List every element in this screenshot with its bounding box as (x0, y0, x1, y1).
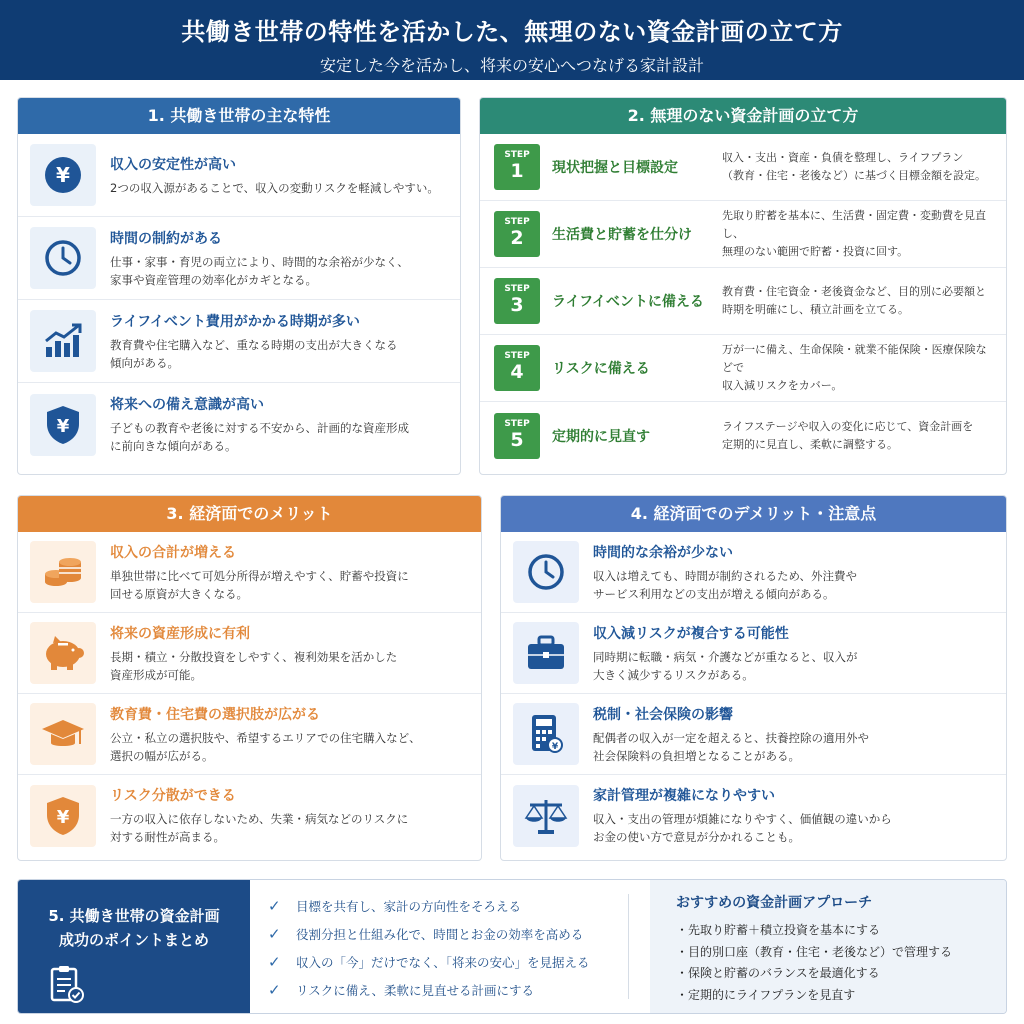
list-item (18, 532, 481, 613)
item-desc: 収入・支出の管理が煩雑になりやすく、価値観の違いから お金の使い方で意見が分かれることも。 (593, 812, 892, 844)
checkmark-icon: ✓ (268, 953, 281, 971)
item-title: 将来の資産形成に有利 (110, 625, 250, 642)
check-item: ✓ 役割分担と仕組み化で、時間とお金の効率を高める (268, 925, 584, 943)
scales-icon (513, 785, 579, 847)
item-desc: 公立・私立の選択肢や、希望するエリアでの住宅購入など、 選択の幅が広がる。 (110, 730, 421, 763)
item-desc: 一方の収入に依存しないため、失業・病気などのリスクに 対する耐性が高まる。 (110, 812, 409, 844)
step-row (480, 201, 1006, 268)
item-desc: 2つの収入源があることで、収入の変動リスクを軽減しやすい。 (110, 180, 439, 195)
page-subtitle: 安定した今を活かし、将来の安心へつなげる家計設計 (319, 56, 704, 75)
step-title: 現状把握と目標設定 (552, 160, 678, 176)
item-desc: 配偶者の収入が一定を超えると、扶養控除の適用外や 社会保険料の負担増となることがある。 (593, 730, 869, 763)
item-title: 家計管理が複雑になりやすい (593, 788, 775, 804)
piggy-bank-icon (30, 622, 96, 684)
section-merits (17, 495, 482, 861)
checklist (268, 892, 613, 1004)
step-desc: ライフステージや収入の変化に応じて、資金計画を 定期的に見直し、柔軟に調整する。 (722, 419, 974, 451)
page-header (0, 0, 1024, 80)
item-desc: 収入は増えても、時間が制約されるため、外注費や サービス利用などの支出が増える傾向がある。 (593, 568, 858, 601)
step-title: リスクに備える (552, 361, 650, 377)
svg-text:¥: ¥ (56, 163, 70, 187)
step-title: 生活費と貯蓄を仕分け (552, 227, 692, 243)
list-item (18, 694, 481, 775)
step-badge: STEP 4 (494, 345, 540, 391)
approach-item: ・定期的にライフプランを見直す (676, 987, 856, 1002)
section-summary (17, 879, 1007, 1014)
section-heading: 3. 経済面でのメリット (18, 496, 481, 532)
summary-title: 5. 共働き世帯の資金計画 成功のポイントまとめ (48, 907, 220, 949)
list-item (18, 775, 481, 856)
step-row (480, 268, 1006, 335)
item-title: 教育費・住宅費の選択肢が広がる (110, 706, 320, 723)
item-desc: 同時期に転職・病気・介護などが重なると、収入が 大きく減少するリスクがある。 (593, 649, 858, 682)
item-title: ライフイベント費用がかかる時期が多い (110, 313, 360, 330)
section-heading: 4. 経済面でのデメリット・注意点 (501, 496, 1006, 532)
item-desc: 子どもの教育や老後に対する不安から、計画的な資産形成 に前向きな傾向がある。 (110, 421, 409, 453)
svg-text:¥: ¥ (56, 415, 70, 437)
approach-item: ・目的別口座（教育・住宅・老後など）で管理する (676, 944, 953, 959)
check-item: ✓ 収入の「今」だけでなく、「将来の安心」を見据える (268, 953, 590, 971)
list-item (18, 134, 460, 217)
item-title: 時間の制約がある (110, 230, 222, 247)
step-badge: STEP 1 (494, 144, 540, 190)
section-heading: 1. 共働き世帯の主な特性 (18, 98, 460, 134)
clock-icon (513, 541, 579, 603)
yen-shield-icon (30, 394, 96, 456)
summary-heading-box (18, 880, 250, 1013)
section-characteristics (17, 97, 461, 475)
step-desc: 万が一に備え、生命保険・就業不能保険・医療保険などで 収入減リスクをカバー。 (722, 343, 987, 392)
step-row (480, 402, 1006, 469)
check-item: ✓ リスクに備え、柔軟に見直せる計画にする (268, 981, 535, 999)
divider (628, 894, 629, 999)
list-item (501, 613, 1006, 694)
step-row (480, 335, 1006, 402)
approach-box (650, 880, 1006, 1013)
clipboard-check-icon (48, 964, 234, 1008)
item-desc: 長期・積立・分散投資をしやすく、複利効果を活かした 資産形成が可能。 (110, 649, 398, 682)
item-title: 収入減リスクが複合する可能性 (593, 625, 789, 642)
checkmark-icon: ✓ (268, 897, 281, 915)
list-item (501, 775, 1006, 856)
approach-item: ・先取り貯蓄＋積立投資を基本にする (676, 923, 881, 937)
section-heading: 2. 無理のない資金計画の立て方 (480, 98, 1006, 134)
item-title: 税制・社会保険の影響 (593, 706, 733, 723)
step-desc: 先取り貯蓄を基本に、生活費・固定費・変動費を見直し、 無理のない範囲で貯蓄・投資に回す。 (722, 209, 986, 258)
approach-item: ・保険と貯蓄のバランスを最適化する (676, 966, 880, 980)
graduation-cap-icon (30, 703, 96, 765)
item-desc: 仕事・家事・育児の両立により、時間的な余裕が少なく、 家事や資産管理の効率化がカギとなる。 (110, 254, 409, 287)
step-title: 定期的に見直す (552, 428, 650, 445)
list-item (501, 694, 1006, 775)
step-badge: STEP 2 (494, 211, 540, 257)
item-title: 収入の安定性が高い (110, 156, 236, 173)
item-title: 時間的な余裕が少ない (593, 544, 733, 561)
list-item (501, 532, 1006, 613)
page-title: 共働き世帯の特性を活かした、無理のない資金計画の立て方 (181, 18, 843, 46)
clock-icon (30, 227, 96, 289)
item-desc: 教育費や住宅購入など、重なる時期の支出が大きくなる 傾向がある。 (110, 337, 398, 370)
list-item (18, 383, 460, 466)
calculator-icon (513, 703, 579, 765)
step-badge: STEP 5 (494, 413, 540, 459)
svg-text:¥: ¥ (56, 806, 70, 828)
step-desc: 教育費・住宅資金・老後資金など、目的別に必要額と 時期を明確にし、積立計画を立てる。 (722, 285, 986, 316)
list-item (18, 613, 481, 694)
item-title: 将来への備え意識が高い (110, 397, 264, 413)
svg-text:¥: ¥ (551, 742, 559, 752)
section-planning-steps (479, 97, 1007, 475)
yen-circle-icon (30, 144, 96, 206)
bar-chart-up-icon (30, 310, 96, 372)
yen-shield-icon (30, 785, 96, 847)
checkmark-icon: ✓ (268, 925, 281, 943)
list-item (18, 217, 460, 300)
item-title: リスク分散ができる (110, 788, 236, 804)
step-title: ライフイベントに備える (552, 294, 704, 310)
briefcase-icon (513, 622, 579, 684)
checkmark-icon: ✓ (268, 981, 281, 999)
step-desc: 収入・支出・資産・負債を整理し、ライフプラン （教育・住宅・老後など）に基づく目標金額を設定。 (722, 151, 986, 182)
step-row (480, 134, 1006, 201)
item-desc: 単独世帯に比べて可処分所得が増えやすく、貯蓄や投資に 回せる原資が大きくなる。 (110, 568, 409, 601)
check-item: ✓ 目標を共有し、家計の方向性をそろえる (268, 897, 522, 915)
item-title: 収入の合計が増える (110, 544, 236, 561)
list-item (18, 300, 460, 383)
step-badge: STEP 3 (494, 278, 540, 324)
coins-icon (30, 541, 96, 603)
approach-title: おすすめの資金計画アプローチ (676, 895, 873, 911)
section-demerits (500, 495, 1007, 861)
